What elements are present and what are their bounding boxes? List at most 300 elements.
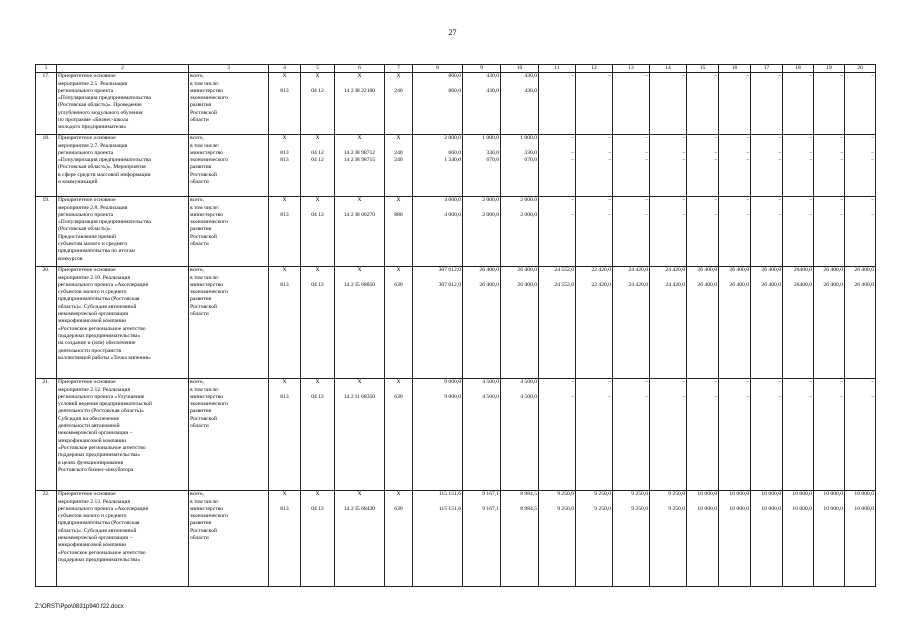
value-cell-col-11 xyxy=(539,197,576,267)
total-value: – xyxy=(778,379,781,386)
detail-value: 8 984,5 xyxy=(520,505,537,512)
value-cell-col-18 xyxy=(783,135,814,197)
total-value: – xyxy=(645,73,648,80)
detail-value: 240 xyxy=(394,149,403,156)
total-value: X xyxy=(282,197,287,204)
detail-value: 26 400,0 xyxy=(517,281,537,288)
value-cell-col-13 xyxy=(613,197,650,267)
total-value: 26 400,0 xyxy=(479,267,499,274)
column-number-header xyxy=(36,65,876,73)
file-path-footer: Z:\ORST\Ppo\0831p940.f22.docx xyxy=(35,604,124,610)
detail-value xyxy=(688,88,717,95)
total-value: X xyxy=(315,491,320,498)
header-cell-11: 11 xyxy=(539,65,576,73)
total-value: 4 500,0 xyxy=(482,379,499,386)
value-cell-col-16 xyxy=(719,491,751,587)
detail-value: – xyxy=(778,393,781,400)
value-cell-col-8 xyxy=(413,197,463,267)
executor-cell xyxy=(189,197,269,267)
detail-value: 10 000,0 xyxy=(761,505,781,512)
value-cell-col-20 xyxy=(845,379,876,491)
total-value: 8 984,5 xyxy=(520,491,537,498)
total-value: X xyxy=(396,379,401,386)
total-value: – xyxy=(608,73,611,80)
value-cell-col-13 xyxy=(613,379,650,491)
detail-value: 330,0 xyxy=(486,149,499,156)
value-cell-col-16 xyxy=(719,379,751,491)
total-value: 9 250,0 xyxy=(594,491,611,498)
total-value: – xyxy=(608,135,611,142)
total-value: – xyxy=(714,197,717,204)
detail-value: 24 420,0 xyxy=(628,281,648,288)
page-number: 27 xyxy=(448,28,457,37)
header-cell-14: 14 xyxy=(650,65,687,73)
total-value: – xyxy=(840,73,843,80)
value-cell-col-10 xyxy=(501,197,539,267)
detail-value: – xyxy=(714,149,717,156)
table-row xyxy=(36,379,876,491)
value-cell-col-15 xyxy=(687,491,719,587)
detail-value: – xyxy=(746,393,749,400)
value-cell-col-14 xyxy=(650,73,687,135)
detail-value: 04 12 xyxy=(311,149,324,156)
detail-value: – xyxy=(571,393,574,400)
value-cell-col-10 xyxy=(501,73,539,135)
total-value: – xyxy=(778,73,781,80)
header-cell-9: 9 xyxy=(463,65,501,73)
total-value: – xyxy=(714,379,717,386)
executor-name: министерство экономического развития Ростовской области xyxy=(190,505,228,542)
value-cell-col-13 xyxy=(613,491,650,587)
value-cell-col-19 xyxy=(814,73,845,135)
total-value: – xyxy=(840,197,843,204)
value-cell-col-12 xyxy=(576,267,613,379)
value-cell-col-5 xyxy=(301,73,335,135)
value-cell-col-6 xyxy=(335,73,385,135)
value-cell-col-18 xyxy=(783,379,814,491)
total-value: – xyxy=(840,135,843,142)
value-cell-col-18 xyxy=(783,197,814,267)
total-value: X xyxy=(315,379,320,386)
value-cell-col-20 xyxy=(845,135,876,197)
total-value: X xyxy=(282,73,287,80)
total-value: 26 400,0 xyxy=(697,267,717,274)
value-cell-col-11 xyxy=(539,491,576,587)
detail-value: 10 000,0 xyxy=(823,505,843,512)
table-row xyxy=(36,135,876,197)
value-cell-col-11 xyxy=(539,267,576,379)
value-cell-col-14 xyxy=(650,379,687,491)
total-value: 2 000,0 xyxy=(444,135,461,142)
value-cell-col-5 xyxy=(301,379,335,491)
detail-value: – xyxy=(809,149,812,156)
row-number: 17. xyxy=(36,73,57,135)
total-value: 26 400,0 xyxy=(517,267,537,274)
detail-value: – xyxy=(608,149,611,156)
total-value: 26 400,0 xyxy=(729,267,749,274)
total-value: – xyxy=(778,135,781,142)
value-cell-col-10 xyxy=(501,267,539,379)
total-value: 24 552,0 xyxy=(554,267,574,274)
detail-value: – xyxy=(571,157,574,164)
executor-total: всего, в том числе: xyxy=(190,197,220,211)
detail-value: 660,0 xyxy=(448,149,461,156)
detail-value: 14 2 I8 22100 xyxy=(343,87,376,94)
detail-value: 26 400,0 xyxy=(823,281,843,288)
value-cell-col-6 xyxy=(335,267,385,379)
value-cell-col-6 xyxy=(335,491,385,587)
total-value: – xyxy=(682,379,685,386)
total-value: 9 250,0 xyxy=(631,491,648,498)
executor-cell xyxy=(189,491,269,587)
total-value: 4 000,0 xyxy=(444,197,461,204)
total-value: – xyxy=(645,197,648,204)
value-cell-col-7 xyxy=(385,267,413,379)
measure-name: Приоритетное основное мероприятие 2.10. Реализация регионального проекта «Акселерация субъектов малого и среднего предпринимательства (Ростовская область)». Субсидия автономной некоммерческой организации микрофинансовой компании «Ростовское региональное агентство поддержки предпринимательства» на создание и (или) обеспечение деятельности пространств коллективной работы «Точка кипения» xyxy=(57,267,189,379)
detail-value: 115 151,6 xyxy=(438,505,461,512)
executor-total: всего, в том числе: xyxy=(190,73,220,87)
total-value: 9 167,1 xyxy=(482,491,499,498)
detail-value: 813 xyxy=(280,211,289,218)
detail-value: 880 xyxy=(394,211,403,218)
total-value: X xyxy=(357,491,362,498)
detail-value: 26 400,0 xyxy=(729,281,749,288)
total-value: X xyxy=(315,267,320,274)
total-value: 1 000,0 xyxy=(520,135,537,142)
detail-value: 813 xyxy=(280,149,289,156)
value-cell-col-5 xyxy=(301,135,335,197)
header-cell-10: 10 xyxy=(501,65,539,73)
value-cell-col-12 xyxy=(576,73,613,135)
total-value: – xyxy=(682,197,685,204)
row-number: 19. xyxy=(36,197,57,267)
value-cell-col-14 xyxy=(650,267,687,379)
detail-value: – xyxy=(746,157,749,164)
detail-value xyxy=(651,88,685,95)
detail-value: 14 2 I5 68430 xyxy=(343,505,376,512)
value-cell-col-16 xyxy=(719,267,751,379)
value-cell-col-5 xyxy=(301,197,335,267)
detail-value: – xyxy=(608,211,611,218)
executor-name: министерство экономического развития Ростовской области xyxy=(190,87,228,124)
total-value: 10 000,0 xyxy=(761,491,781,498)
detail-value xyxy=(752,88,781,95)
header-cell-15: 15 xyxy=(687,65,719,73)
detail-value xyxy=(540,88,574,95)
executor-total: всего, в том числе: xyxy=(190,379,220,393)
header-cell-16: 16 xyxy=(719,65,751,73)
value-cell-col-9 xyxy=(463,135,501,197)
header-cell-13: 13 xyxy=(613,65,650,73)
total-value: – xyxy=(714,135,717,142)
value-cell-col-12 xyxy=(576,379,613,491)
value-cell-col-10 xyxy=(501,379,539,491)
total-value: – xyxy=(809,379,812,386)
detail-value: 14 2 I5 68850 xyxy=(343,281,376,288)
executor-cell xyxy=(189,135,269,197)
total-value: 9 250,0 xyxy=(557,491,574,498)
total-value: 9 000,0 xyxy=(444,379,461,386)
detail-value: 04 12 xyxy=(311,281,324,288)
executor-name: министерство экономического развития Ростовской области xyxy=(190,393,228,430)
total-value: – xyxy=(645,135,648,142)
value-cell-col-10 xyxy=(501,491,539,587)
detail-value: 813 xyxy=(280,87,289,94)
value-cell-col-9 xyxy=(463,491,501,587)
total-value: 26 400,0 xyxy=(823,267,843,274)
total-value: 115 151,6 xyxy=(438,491,461,498)
value-cell-col-4 xyxy=(269,379,301,491)
value-cell-col-9 xyxy=(463,73,501,135)
value-cell-col-7 xyxy=(385,197,413,267)
total-value: – xyxy=(809,135,812,142)
detail-value: 4 500,0 xyxy=(520,393,537,400)
table-row xyxy=(36,197,876,267)
value-cell-col-7 xyxy=(385,73,413,135)
detail-value: 860,0 xyxy=(448,87,461,94)
detail-value: 14 2 I8 98712 xyxy=(343,149,376,156)
header-cell-20: 20 xyxy=(845,65,876,73)
total-value: – xyxy=(809,73,812,80)
detail-value: – xyxy=(746,149,749,156)
detail-value: 813 xyxy=(280,505,289,512)
total-value: – xyxy=(809,197,812,204)
value-cell-col-17 xyxy=(751,491,783,587)
detail-value xyxy=(720,88,749,95)
detail-value: 9 250,0 xyxy=(631,505,648,512)
detail-value: – xyxy=(571,149,574,156)
detail-value: 04 12 xyxy=(311,505,324,512)
total-value: – xyxy=(840,379,843,386)
value-cell-col-13 xyxy=(613,267,650,379)
total-value: – xyxy=(571,135,574,142)
total-value: X xyxy=(282,267,287,274)
total-value: X xyxy=(282,135,287,142)
value-cell-col-6 xyxy=(335,135,385,197)
detail-value xyxy=(614,88,648,95)
measure-name: Приоритетное основное мероприятие 2.13. Реализация регионального проекта «Акселерация субъектов малого и среднего предпринимательства (Ростовская область)». Субсидия автономной некоммерческой организации – микрофинансовой компании «Ростовское региональное агентство поддержки предпринимательства» xyxy=(57,491,189,587)
value-cell-col-11 xyxy=(539,379,576,491)
value-cell-col-11 xyxy=(539,73,576,135)
table-body xyxy=(36,65,876,587)
table-row xyxy=(36,73,876,135)
row-number: 22. xyxy=(36,491,57,587)
value-cell-col-4 xyxy=(269,197,301,267)
value-cell-col-9 xyxy=(463,197,501,267)
value-cell-col-16 xyxy=(719,73,751,135)
detail-value: – xyxy=(682,211,685,218)
detail-value: 10 000,0 xyxy=(854,505,874,512)
detail-value: 10 000,0 xyxy=(792,505,812,512)
detail-value: – xyxy=(871,149,874,156)
total-value: X xyxy=(357,379,362,386)
detail-value xyxy=(815,88,843,95)
value-cell-col-14 xyxy=(650,491,687,587)
value-cell-col-18 xyxy=(783,491,814,587)
detail-value: 9 250,0 xyxy=(557,505,574,512)
total-value: 26400,0 xyxy=(793,267,812,274)
value-cell-col-12 xyxy=(576,135,613,197)
executor-name: министерство экономического развития Ростовской области xyxy=(190,211,228,248)
detail-value: 813 xyxy=(280,157,289,164)
detail-value: 813 xyxy=(280,281,289,288)
budget-table xyxy=(35,64,876,587)
value-cell-col-19 xyxy=(814,491,845,587)
value-cell-col-18 xyxy=(783,267,814,379)
total-value: – xyxy=(608,379,611,386)
detail-value: 14 2 I1 68350 xyxy=(343,393,376,400)
detail-value: – xyxy=(645,393,648,400)
detail-value: 9 250,0 xyxy=(668,505,685,512)
total-value: – xyxy=(746,73,749,80)
executor-total: всего, в том числе: xyxy=(190,491,220,505)
detail-value: – xyxy=(645,157,648,164)
value-cell-col-20 xyxy=(845,267,876,379)
value-cell-col-4 xyxy=(269,135,301,197)
detail-value: 14 2 I8 00270 xyxy=(343,211,376,218)
value-cell-col-12 xyxy=(576,491,613,587)
value-cell-col-4 xyxy=(269,267,301,379)
detail-value: 9 000,0 xyxy=(444,393,461,400)
detail-value: – xyxy=(871,157,874,164)
detail-value: 240 xyxy=(394,87,403,94)
value-cell-col-19 xyxy=(814,267,845,379)
detail-value: 2 000,0 xyxy=(520,211,537,218)
total-value: 24 420,0 xyxy=(665,267,685,274)
total-value: X xyxy=(396,267,401,274)
value-cell-col-8 xyxy=(413,267,463,379)
total-value: – xyxy=(746,197,749,204)
executor-total: всего, в том числе: xyxy=(190,267,220,281)
total-value: 2 000,0 xyxy=(520,197,537,204)
total-value: 9 250,0 xyxy=(668,491,685,498)
detail-value: – xyxy=(714,157,717,164)
header-cell-5: 5 xyxy=(301,65,335,73)
budget-table-container xyxy=(35,64,874,587)
header-cell-3: 3 xyxy=(189,65,269,73)
detail-value: – xyxy=(682,393,685,400)
header-cell-2: 2 xyxy=(57,65,189,73)
detail-value xyxy=(784,88,812,95)
detail-value: 10 000,0 xyxy=(697,505,717,512)
value-cell-col-17 xyxy=(751,379,783,491)
value-cell-col-13 xyxy=(613,73,650,135)
total-value: – xyxy=(714,73,717,80)
row-number: 20. xyxy=(36,267,57,379)
total-value: – xyxy=(682,135,685,142)
detail-value: 26 400,0 xyxy=(854,281,874,288)
value-cell-col-19 xyxy=(814,379,845,491)
detail-value: – xyxy=(645,149,648,156)
detail-value: – xyxy=(682,157,685,164)
total-value: – xyxy=(571,379,574,386)
detail-value: – xyxy=(608,157,611,164)
detail-value: 14 2 I8 98715 xyxy=(343,157,376,164)
detail-value: – xyxy=(778,157,781,164)
detail-value: – xyxy=(871,393,874,400)
total-value: 430,0 xyxy=(524,73,537,80)
total-value: 860,0 xyxy=(448,73,461,80)
value-cell-col-18 xyxy=(783,73,814,135)
header-cell-19: 19 xyxy=(814,65,845,73)
total-value: X xyxy=(315,197,320,204)
total-value: – xyxy=(746,135,749,142)
detail-value xyxy=(577,88,611,95)
total-value: X xyxy=(357,267,362,274)
detail-value: – xyxy=(778,211,781,218)
detail-value: – xyxy=(840,149,843,156)
header-cell-18: 18 xyxy=(783,65,814,73)
total-value: – xyxy=(871,73,874,80)
detail-value: 9 167,1 xyxy=(482,505,499,512)
row-number: 18. xyxy=(36,135,57,197)
header-cell-17: 17 xyxy=(751,65,783,73)
value-cell-col-5 xyxy=(301,267,335,379)
detail-value: 24 420,0 xyxy=(665,281,685,288)
detail-value: 04 12 xyxy=(311,87,324,94)
detail-value: 430,0 xyxy=(486,87,499,94)
detail-value: 630 xyxy=(394,393,403,400)
total-value: 2 000,0 xyxy=(482,197,499,204)
value-cell-col-15 xyxy=(687,135,719,197)
value-cell-col-16 xyxy=(719,135,751,197)
detail-value: – xyxy=(840,393,843,400)
total-value: X xyxy=(357,197,362,204)
value-cell-col-16 xyxy=(719,197,751,267)
value-cell-col-5 xyxy=(301,491,335,587)
detail-value: 9 250,0 xyxy=(594,505,611,512)
total-value: 22 420,0 xyxy=(591,267,611,274)
header-cell-8: 8 xyxy=(413,65,463,73)
detail-value: 04 12 xyxy=(311,211,324,218)
total-value: – xyxy=(746,379,749,386)
executor-name: министерство экономического развития Ростовской области xyxy=(190,149,228,186)
row-number: 21. xyxy=(36,379,57,491)
detail-value: 307 012,0 xyxy=(438,281,461,288)
measure-name: Приоритетное основное мероприятие 2.12. Реализация регионального проекта «Улучшение условий ведения предпринимательской деятельности (Ростовская область)» Субсидия на обеспечение деятельности автономной некоммерческой организации – микрофинансовой компании «Ростовское региональное агентство поддержки предпринимательства» в целях функционирования Ростовского бизнес-инкубатора xyxy=(57,379,189,491)
total-value: X xyxy=(357,73,362,80)
detail-value: 330,0 xyxy=(524,149,537,156)
total-value: X xyxy=(396,197,401,204)
total-value: X xyxy=(282,491,287,498)
detail-value: – xyxy=(746,211,749,218)
value-cell-col-4 xyxy=(269,73,301,135)
detail-value: 2 000,0 xyxy=(482,211,499,218)
total-value: 24 420,0 xyxy=(628,267,648,274)
value-cell-col-15 xyxy=(687,197,719,267)
detail-value: – xyxy=(714,393,717,400)
detail-value: – xyxy=(809,393,812,400)
header-cell-12: 12 xyxy=(576,65,613,73)
value-cell-col-15 xyxy=(687,379,719,491)
value-cell-col-8 xyxy=(413,135,463,197)
detail-value: 630 xyxy=(394,281,403,288)
value-cell-col-7 xyxy=(385,379,413,491)
executor-cell xyxy=(189,379,269,491)
value-cell-col-8 xyxy=(413,379,463,491)
detail-value: – xyxy=(840,157,843,164)
value-cell-col-9 xyxy=(463,267,501,379)
total-value: – xyxy=(645,379,648,386)
detail-value: 26 400,0 xyxy=(479,281,499,288)
executor-cell xyxy=(189,267,269,379)
total-value: X xyxy=(315,135,320,142)
detail-value: 04 12 xyxy=(311,157,324,164)
value-cell-col-10 xyxy=(501,135,539,197)
detail-value: 26400,0 xyxy=(793,281,812,288)
total-value: – xyxy=(682,73,685,80)
header-cell-1: 1 xyxy=(36,65,57,73)
